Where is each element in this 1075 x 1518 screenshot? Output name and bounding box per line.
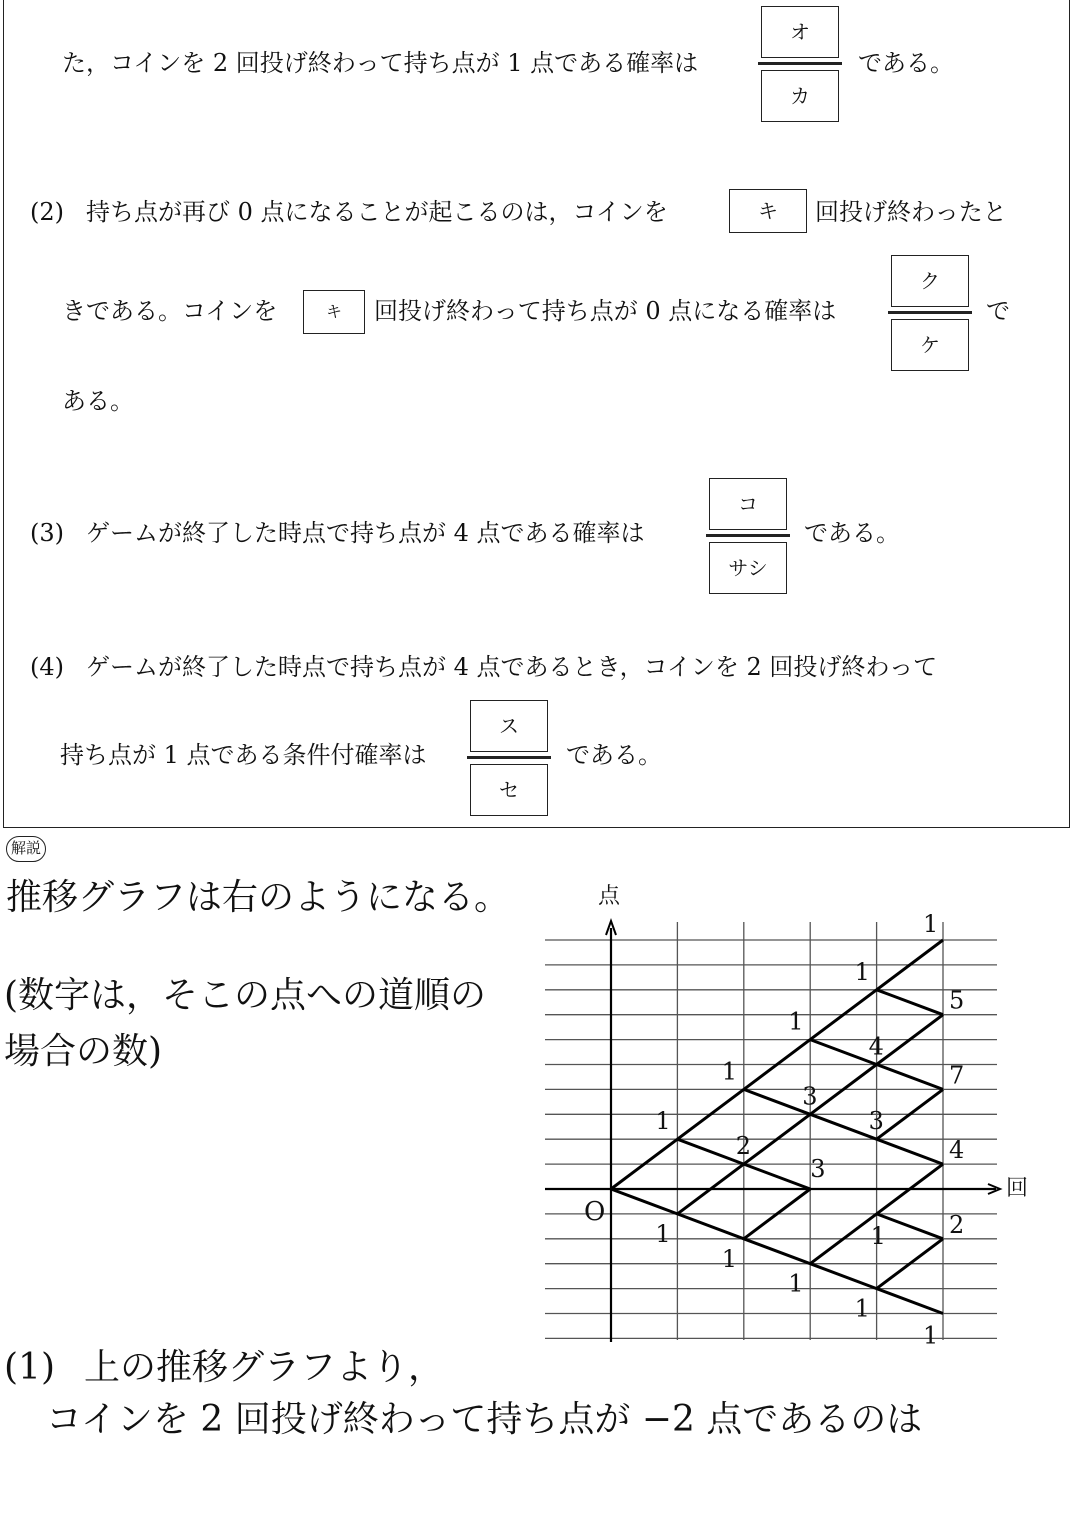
path-count-label: 2 <box>949 1210 965 1239</box>
answer1-line2: コインを 2 回投げ終わって持ち点が −2 点であるのは <box>46 1399 923 1440</box>
q2-line1-end: 回投げ終わったと <box>815 198 1007 226</box>
q4-end: である。 <box>566 741 662 769</box>
path-count-label: 4 <box>868 1032 884 1061</box>
answer-box-su[interactable]: ス <box>470 700 548 752</box>
answer-box-ki-ref[interactable]: キ <box>303 290 365 334</box>
q4-line1: ゲームが終了した時点で持ち点が 4 点であるとき，コインを 2 回投げ終わって <box>86 653 938 681</box>
answer-box-se[interactable]: セ <box>470 764 548 816</box>
path-edge <box>810 1114 876 1139</box>
q2-label: (2) <box>30 198 64 226</box>
answer-box-ku[interactable]: ク <box>891 255 969 307</box>
answer-box-o[interactable]: オ <box>761 6 839 58</box>
explanation-intro: 推移グラフは右のようになる。 <box>6 877 511 918</box>
path-edge <box>677 1214 743 1239</box>
answer1-label: (1) <box>4 1347 55 1388</box>
path-count-label: 2 <box>735 1132 752 1161</box>
path-count-label: 1 <box>655 1219 671 1248</box>
q2-line3: ある。 <box>62 387 134 415</box>
problem-continuation-text: た，コインを 2 回投げ終わって持ち点が 1 点である確率は <box>62 49 699 77</box>
path-edge <box>877 1214 943 1239</box>
path-count-label: 1 <box>923 1321 939 1350</box>
path-count-label: 1 <box>854 957 870 986</box>
path-edge <box>611 1189 677 1214</box>
text-dearu: である。 <box>858 49 954 77</box>
path-count-label: 1 <box>788 1007 804 1036</box>
path-edge <box>877 1289 943 1314</box>
q2-line2-end: で <box>986 297 1010 325</box>
path-edge <box>877 1065 943 1090</box>
path-count-label: 1 <box>788 1269 804 1298</box>
answer-box-ki[interactable]: キ <box>729 189 807 233</box>
q4-line2: 持ち点が 1 点である条件付確率は <box>60 741 427 769</box>
path-count-label: 1 <box>923 910 939 938</box>
q3-text: ゲームが終了した時点で持ち点が 4 点である確率は <box>86 519 645 547</box>
answer1-line1: 上の推移グラフより， <box>84 1347 445 1388</box>
explanation-note-1: (数字は，そこの点への道順の <box>4 975 487 1016</box>
q2-line2-start: きである。コインを <box>62 297 278 325</box>
path-count-label: 3 <box>810 1155 826 1183</box>
path-count-label: 1 <box>655 1107 671 1136</box>
q3-end: である。 <box>804 519 900 547</box>
answer-box-ka[interactable]: カ <box>761 70 839 122</box>
path-count-label: 5 <box>949 986 965 1015</box>
q2-line2-mid: 回投げ終わって持ち点が 0 点になる確率は <box>374 297 837 325</box>
path-edge <box>810 1040 876 1065</box>
explanation-badge: 解説 <box>6 836 46 862</box>
path-count-label: 3 <box>868 1107 884 1136</box>
path-edge <box>810 1264 876 1289</box>
path-count-label: 4 <box>949 1136 965 1165</box>
path-count-label: 1 <box>721 1057 738 1086</box>
q2-line1: 持ち点が再び 0 点になることが起こるのは，コインを <box>86 198 668 226</box>
origin-label: O <box>584 1197 606 1227</box>
path-edge <box>677 1139 743 1164</box>
q4-label: (4) <box>30 653 64 681</box>
path-count-label: 1 <box>854 1294 870 1323</box>
path-count-label: 1 <box>721 1244 738 1273</box>
path-edge <box>744 1089 810 1114</box>
path-edge <box>744 1239 810 1264</box>
path-count-label: 1 <box>870 1221 886 1250</box>
path-count-label: 3 <box>802 1082 818 1111</box>
path-edge <box>877 1139 943 1164</box>
x-axis-label: 回 <box>1006 1176 1029 1201</box>
y-axis-label: 点 <box>598 884 621 909</box>
answer-box-ke[interactable]: ケ <box>891 319 969 371</box>
path-count-label: 7 <box>949 1061 965 1090</box>
path-edge <box>744 1164 810 1189</box>
path-edge <box>877 990 943 1015</box>
answer-box-sashi[interactable]: サシ <box>709 542 787 594</box>
answer-box-ko[interactable]: コ <box>709 478 787 530</box>
q3-label: (3) <box>30 519 64 547</box>
explanation-note-2: 場合の数) <box>4 1031 163 1072</box>
